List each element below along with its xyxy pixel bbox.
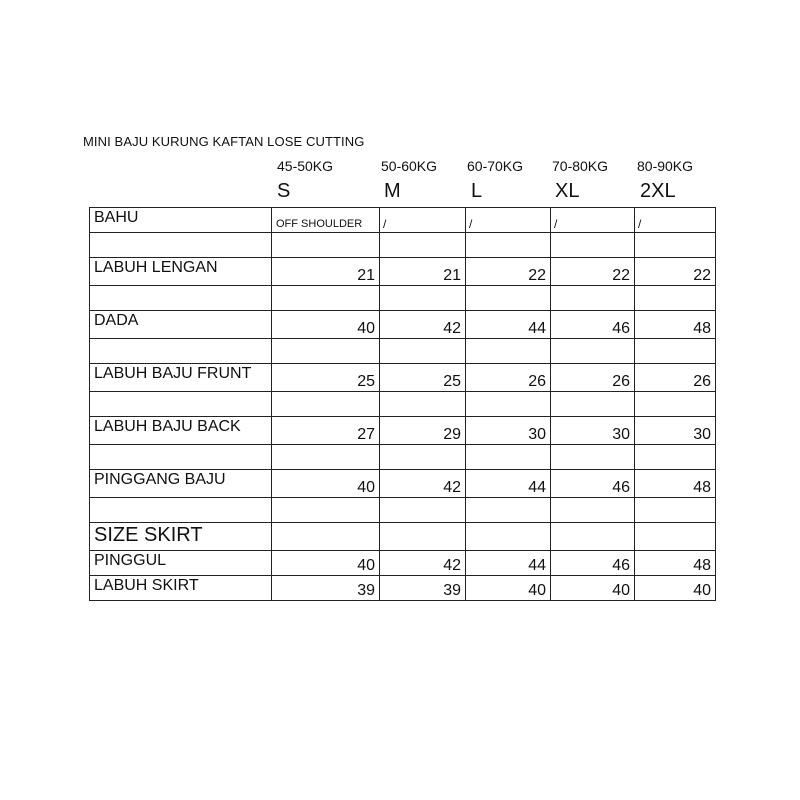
cell-value: 26 bbox=[466, 364, 551, 392]
cell-value: / bbox=[551, 208, 635, 233]
cell-value: 26 bbox=[551, 364, 635, 392]
cell-value: 25 bbox=[380, 364, 466, 392]
cell-value: 46 bbox=[551, 311, 635, 339]
row-label-labuh-baju-frunt: LABUH BAJU FRUNT bbox=[90, 364, 272, 392]
cell-value: / bbox=[635, 208, 716, 233]
row-label-pinggul: PINGGUL bbox=[90, 551, 272, 576]
table-row-empty bbox=[90, 392, 716, 417]
cell-value: 40 bbox=[272, 470, 380, 498]
weight-l: 60-70KG bbox=[467, 158, 524, 174]
table-row bbox=[90, 208, 716, 233]
table-row bbox=[90, 576, 716, 601]
row-label-labuh-lengan: LABUH LENGAN bbox=[90, 258, 272, 286]
table-row-empty bbox=[90, 286, 716, 311]
table-row-empty bbox=[90, 498, 716, 523]
table-row-empty bbox=[90, 233, 716, 258]
cell-value: 39 bbox=[272, 576, 380, 601]
cell-value: 40 bbox=[635, 576, 716, 601]
cell-value: 22 bbox=[551, 258, 635, 286]
cell-value: 44 bbox=[466, 551, 551, 576]
cell-value: 22 bbox=[466, 258, 551, 286]
size-m: M bbox=[384, 180, 401, 202]
cell-value: 25 bbox=[272, 364, 380, 392]
table-row bbox=[90, 417, 716, 445]
cell-value: / bbox=[380, 208, 466, 233]
cell-value: 42 bbox=[380, 470, 466, 498]
table-row bbox=[90, 258, 716, 286]
cell-value: 30 bbox=[466, 417, 551, 445]
section-heading-size-skirt: SIZE SKIRT bbox=[90, 523, 272, 551]
row-label-dada: DADA bbox=[90, 311, 272, 339]
size-2xl: 2XL bbox=[640, 180, 676, 202]
table-row bbox=[90, 551, 716, 576]
chart-title: MINI BAJU KURUNG KAFTAN LOSE CUTTING bbox=[83, 134, 365, 149]
cell-value: 48 bbox=[635, 551, 716, 576]
cell-value: 30 bbox=[551, 417, 635, 445]
cell-value: 48 bbox=[635, 470, 716, 498]
weight-2xl: 80-90KG bbox=[637, 158, 694, 174]
cell-value: 26 bbox=[635, 364, 716, 392]
cell-value: 21 bbox=[272, 258, 380, 286]
cell-value: 40 bbox=[272, 311, 380, 339]
size-l: L bbox=[471, 180, 483, 202]
cell-value: OFF SHOULDER bbox=[272, 208, 380, 233]
cell-value: 44 bbox=[466, 470, 551, 498]
table-row-section bbox=[90, 523, 716, 551]
cell-value: 46 bbox=[551, 470, 635, 498]
cell-value: 48 bbox=[635, 311, 716, 339]
cell-value: 46 bbox=[551, 551, 635, 576]
cell-value: 40 bbox=[466, 576, 551, 601]
weight-m: 50-60KG bbox=[381, 158, 438, 174]
cell-value: 22 bbox=[635, 258, 716, 286]
size-s: S bbox=[277, 180, 291, 202]
cell-value: 21 bbox=[380, 258, 466, 286]
cell-value: 44 bbox=[466, 311, 551, 339]
cell-value: 40 bbox=[551, 576, 635, 601]
table-row bbox=[90, 364, 716, 392]
size-table bbox=[89, 207, 716, 601]
table-row bbox=[90, 470, 716, 498]
table-row bbox=[90, 311, 716, 339]
table-row-empty bbox=[90, 339, 716, 364]
weight-xl: 70-80KG bbox=[552, 158, 609, 174]
cell-value: 39 bbox=[380, 576, 466, 601]
row-label-labuh-baju-back: LABUH BAJU BACK bbox=[90, 417, 272, 445]
cell-value: 30 bbox=[635, 417, 716, 445]
cell-value: 27 bbox=[272, 417, 380, 445]
cell-value: 42 bbox=[380, 551, 466, 576]
cell-value: 40 bbox=[272, 551, 380, 576]
row-label-bahu: BAHU bbox=[90, 208, 272, 233]
cell-value: 42 bbox=[380, 311, 466, 339]
size-xl: XL bbox=[555, 180, 580, 202]
row-label-pinggang-baju: PINGGANG BAJU bbox=[90, 470, 272, 498]
row-label-labuh-skirt: LABUH SKIRT bbox=[90, 576, 272, 601]
weight-s: 45-50KG bbox=[277, 158, 334, 174]
cell-value: / bbox=[466, 208, 551, 233]
cell-value: 29 bbox=[380, 417, 466, 445]
table-row-empty bbox=[90, 445, 716, 470]
